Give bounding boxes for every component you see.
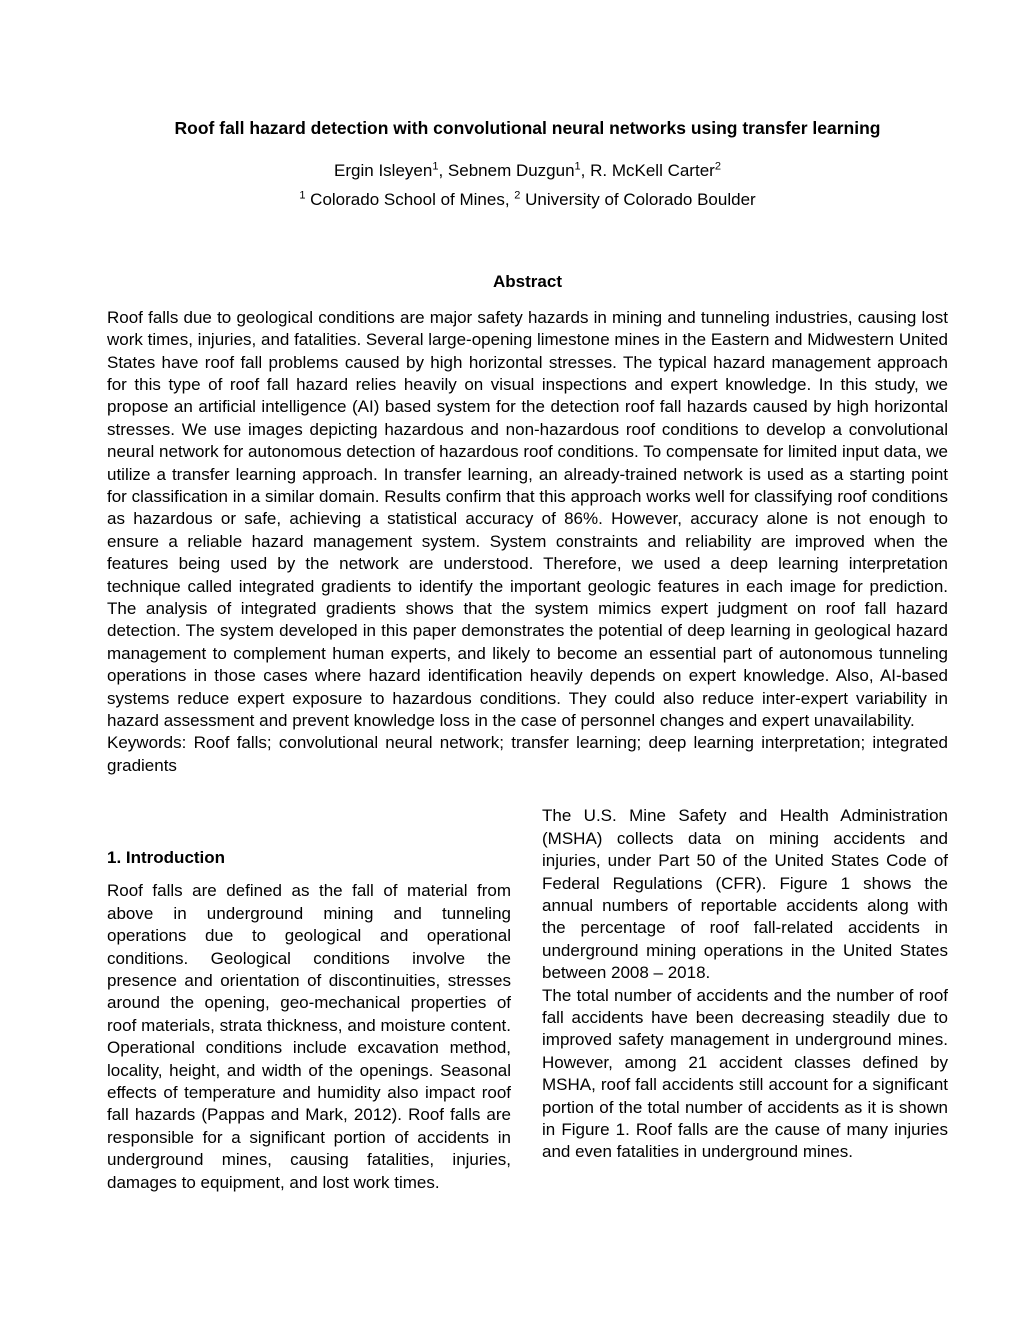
introduction-paragraph: The U.S. Mine Safety and Health Administration (MSHA) collects data on mining accidents and injuries, under Part 50 of the United States Code of Federal Regulations (CFR). Figure 1 shows the annual numbers of reportable accidents along with the percentage of roof fall-related accidents in underground mining operations in the United States between 2008 – 2018. <box>542 806 948 983</box>
affiliation-name: University of Colorado Boulder <box>520 189 756 209</box>
affiliation-marker: 1 <box>299 189 306 202</box>
introduction-paragraph: The total number of accidents and the number of roof fall accidents have been decreasing steadily due to improved safety management in underground mines. However, among 21 accident classes defined by MSHA, roof fall accidents still account for a significant portion of the total number of accidents as it is shown in Figure 1. Roof falls are the cause of many injuries and even fatalities in underground mines. <box>542 985 948 1162</box>
author-separator: , <box>580 160 591 180</box>
section-heading-introduction: 1. Introduction <box>107 848 226 868</box>
column-right <box>542 805 948 1194</box>
author-line <box>107 156 948 185</box>
paper-title: Roof fall hazard detection with convolutional neural networks using transfer learning <box>174 118 881 138</box>
author-affiliation-marker: 1 <box>574 160 581 173</box>
author-affiliation-marker: 1 <box>432 160 439 173</box>
column-left <box>107 805 511 1194</box>
author-affiliation-marker: 2 <box>714 160 721 173</box>
affiliation-marker: 2 <box>514 189 521 202</box>
affiliation-line <box>107 185 948 214</box>
abstract-body: Roof falls due to geological conditions are major safety hazards in mining and tunneling industries, causing lost work times, injuries, and fatalities. Several large-opening limestone mines in the Eastern and Midwestern United States have roof fall problems caused by high horizontal stresses. The typical hazard management approach for this type of roof fall hazard relies heavily on visual inspections and expert knowledge. In this study, we propose an artificial intelligence (AI) based system for the detection roof fall hazards caused by high horizontal stresses. We use images depicting hazardous and non-hazardous roof conditions to develop a convolutional neural network for autonomous detection of hazardous roof conditions. To compensate for limited input data, we utilize a transfer learning approach. In transfer learning, an already-trained network is used as a starting point for classification in a similar domain. Results confirm that this approach works well for classifying roof conditions as hazardous or safe, achieving a statistical accuracy of 86%. However, accuracy alone is not enough to ensure a reliable hazard management system. System constraints and reliability are improved when the features being used by the network are understood. Therefore, we used a deep learning interpretation technique called integrated gradients to identify the important geologic features in each image for prediction. The analysis of integrated gradients shows that the system mimics expert judgment on roof fall hazard detection. The system developed in this paper demonstrates the potential of deep learning in geological hazard management to complement human experts, and likely to become an essential part of autonomous tunneling operations in those cases where hazard identification heavily depends on expert knowledge. Also, AI-based systems reduce expert exposure to hazardous conditions. They could also reduce inter-expert variability in hazard assessment and prevent knowledge loss in the case of personnel changes and expert unavailability. <box>107 307 948 731</box>
author-separator: , <box>438 160 448 180</box>
author-name: Sebnem Duzgun <box>447 160 575 180</box>
author-name: Ergin Isleyen <box>334 160 433 180</box>
abstract-heading: Abstract <box>493 271 562 291</box>
keywords-line: Keywords: Roof falls; convolutional neural network; transfer learning; deep learning interpretation; integrated gradients <box>107 733 948 775</box>
two-column-section <box>107 805 948 1194</box>
author-name: R. McKell Carter <box>590 160 715 180</box>
affiliation-name: Colorado School of Mines, <box>305 189 515 209</box>
introduction-paragraph: Roof falls are defined as the fall of material from above in underground mining and tunneling operations due to geological and operational conditions. Geological conditions involve the presence and orientation of discontinuities, stresses around the opening, geo-mechanical properties of roof materials, strata thickness, and moisture content. Operational conditions include excavation method, locality, height, and width of the openings. Seasonal effects of temperature and humidity also impact roof fall hazards (Pappas and Mark, 2012). Roof falls are responsible for a significant portion of accidents in underground mines, causing fatalities, injuries, damages to equipment, and lost work times. <box>107 881 511 1192</box>
